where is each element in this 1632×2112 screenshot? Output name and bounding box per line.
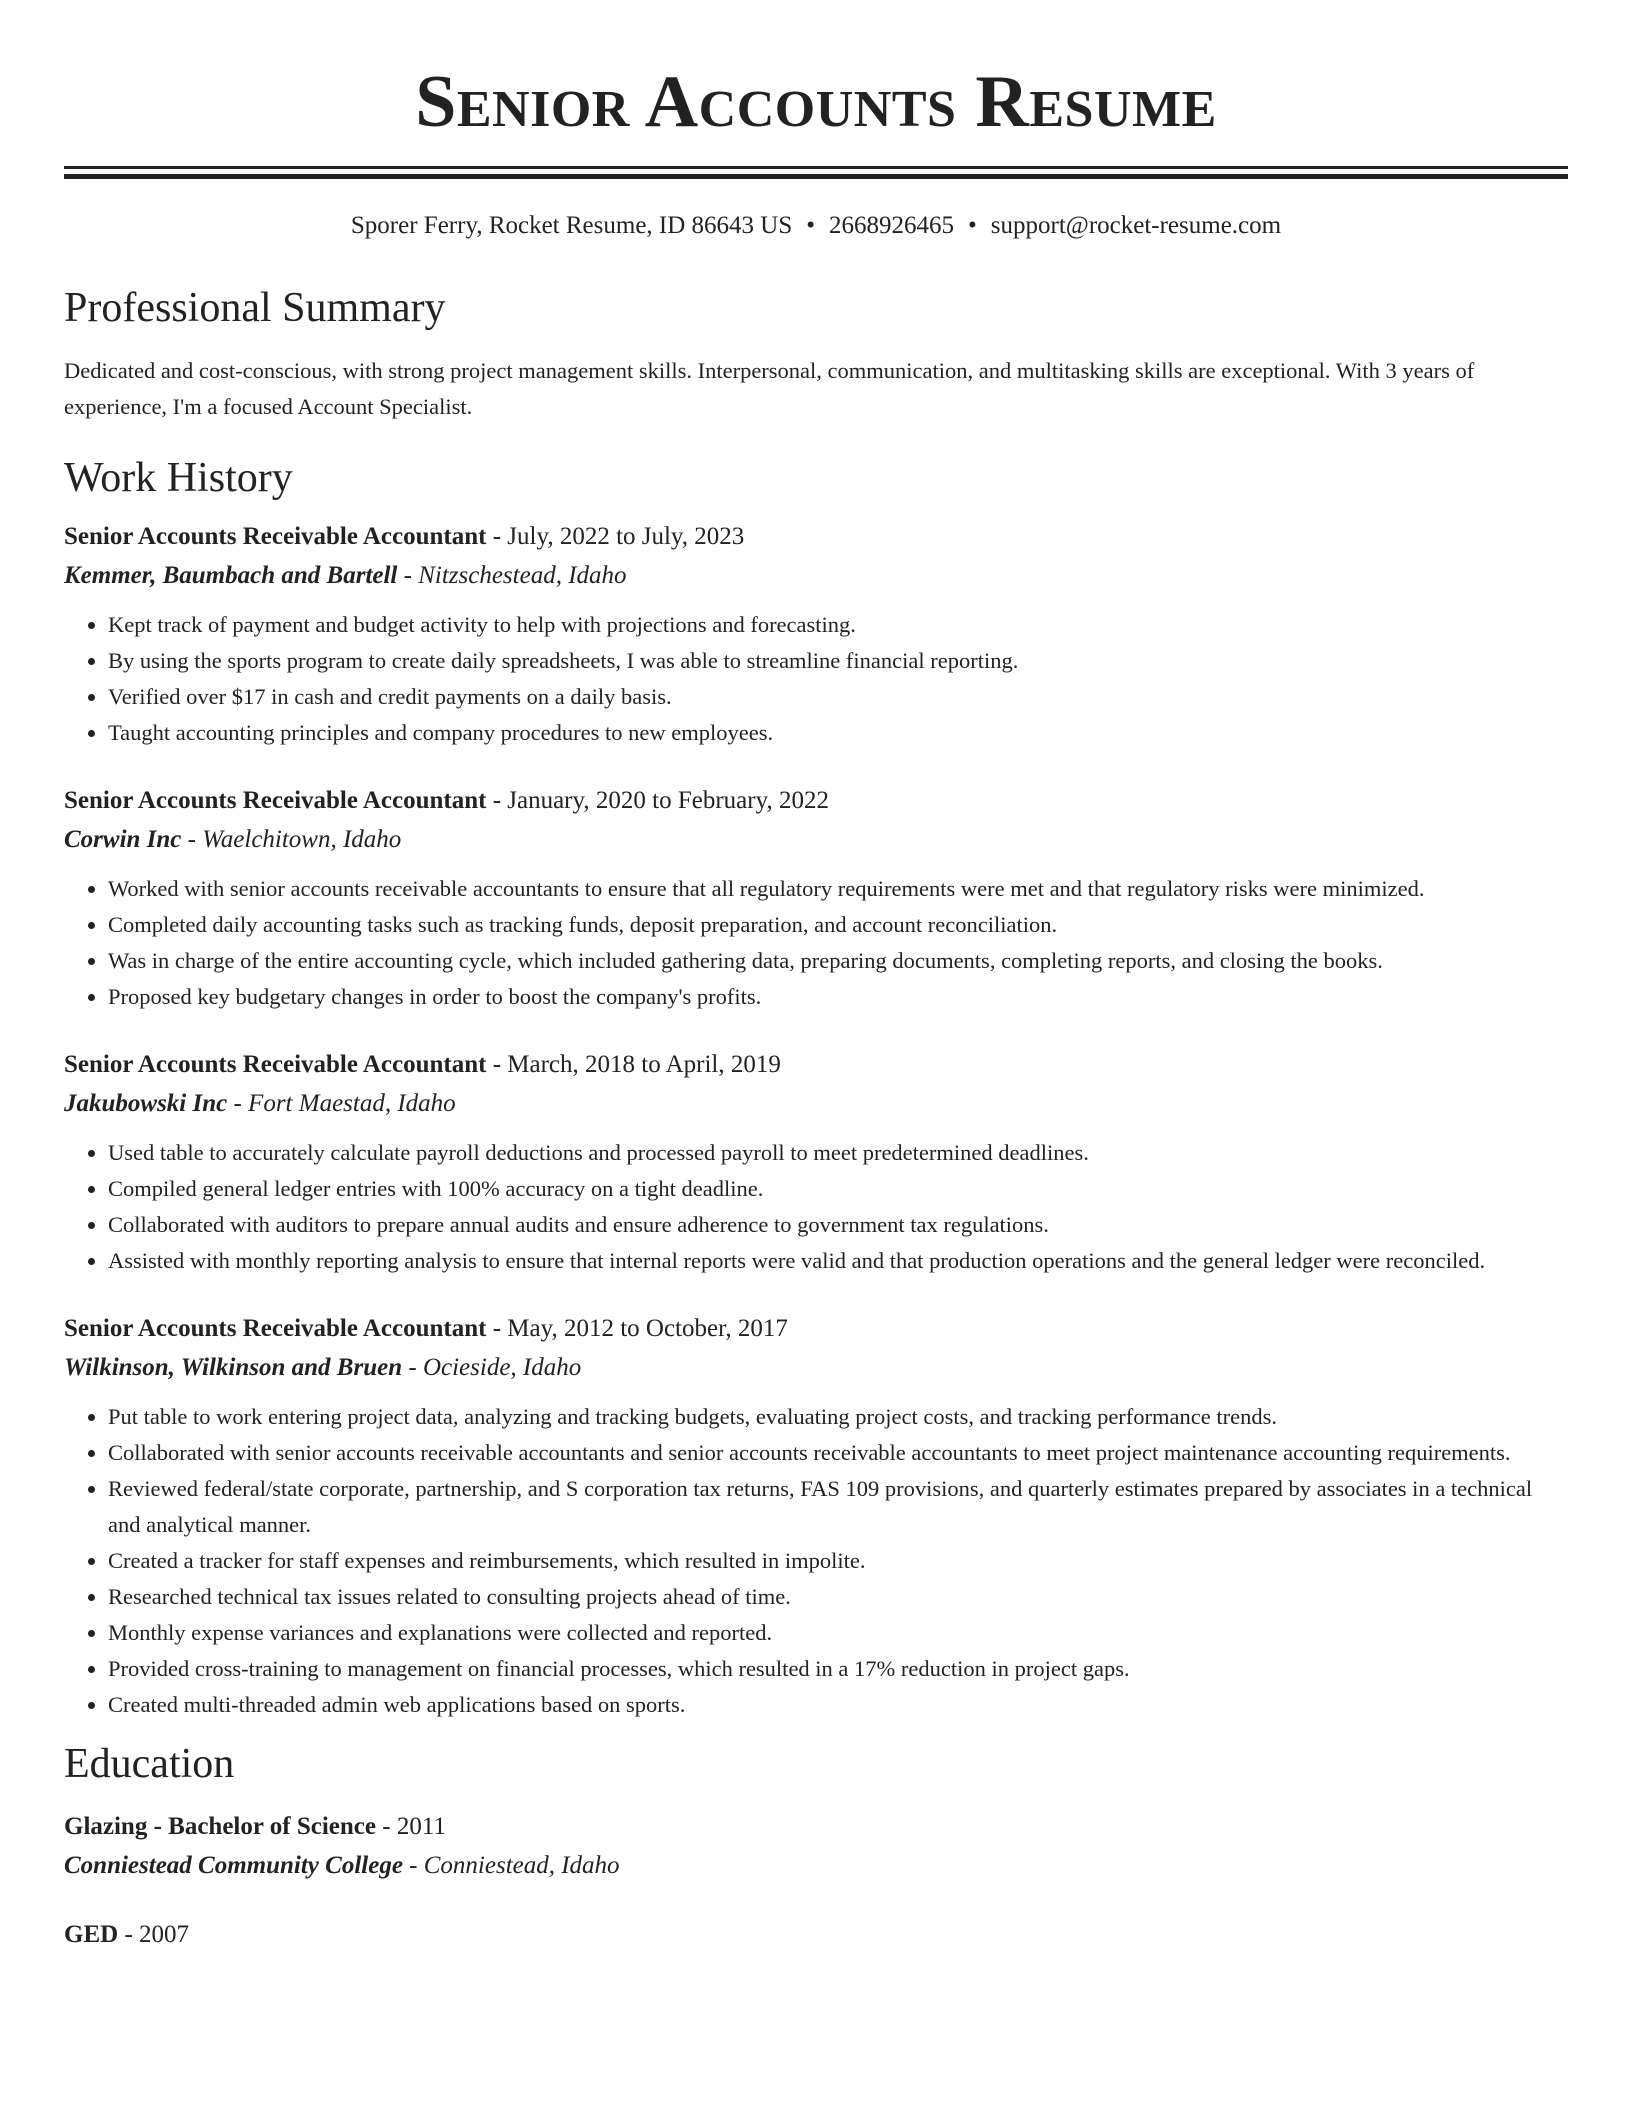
job-entry: [64, 517, 1568, 751]
job-title: Senior Accounts Receivable Accountant: [64, 523, 487, 550]
job-bullet: • Compiled general ledger entries with 100% accuracy on a tight deadline.: [108, 1171, 1568, 1207]
job-bullets: [64, 1399, 1568, 1723]
contact-address: Sporer Ferry, Rocket Resume, ID 86643 US: [350, 212, 793, 239]
job-entry: [64, 1309, 1568, 1723]
contact-line: [64, 209, 1568, 243]
job-dates: - March, 2018 to April, 2019: [492, 1051, 781, 1078]
title-divider-thin: [64, 166, 1568, 169]
job-bullet: • Used table to accurately calculate payroll deductions and processed payroll to meet predetermined deadlines.: [108, 1135, 1568, 1171]
job-dates: - July, 2022 to July, 2023: [492, 523, 745, 550]
education-year: - 2007: [124, 1921, 190, 1948]
job-company: Jakubowski Inc: [64, 1090, 228, 1117]
education-entry: [64, 1807, 1568, 1885]
job-entry: [64, 781, 1568, 1015]
education-entry: [64, 1915, 1568, 1954]
education-location: - Conniestead, Idaho: [409, 1852, 620, 1879]
education-degree: GED: [64, 1921, 119, 1948]
job-company-line: [64, 556, 1568, 595]
job-company-line: [64, 1348, 1568, 1387]
job-bullets: [64, 871, 1568, 1015]
summary-heading: Professional Summary: [64, 285, 446, 331]
job-bullet: • Completed daily accounting tasks such as tracking funds, deposit preparation, and account reconciliation.: [108, 907, 1568, 943]
job-company-line: [64, 1084, 1568, 1123]
job-bullet: • Kept track of payment and budget activity to help with projections and forecasting.: [108, 607, 1568, 643]
job-bullet: • Worked with senior accounts receivable accountants to ensure that all regulatory requirements were met and that regulatory risks were minimized.: [108, 871, 1568, 907]
education-degree: Glazing - Bachelor of Science: [64, 1813, 376, 1840]
job-bullets: [64, 607, 1568, 751]
education-school-line: [64, 1846, 1568, 1885]
job-location: - Waelchitown, Idaho: [187, 826, 402, 853]
work-history-section: [64, 453, 1568, 1723]
job-company: Kemmer, Baumbach and Bartell: [64, 562, 398, 589]
job-dates: - May, 2012 to October, 2017: [492, 1315, 788, 1342]
education-year: - 2011: [382, 1813, 446, 1840]
job-bullets: [64, 1135, 1568, 1279]
job-title-line: [64, 781, 1568, 820]
resume-page: [64, 0, 1568, 1954]
job-bullet: • Monthly expense variances and explanations were collected and reported.: [108, 1615, 1568, 1651]
job-location: - Fort Maestad, Idaho: [233, 1090, 456, 1117]
education-degree-line: [64, 1915, 1568, 1954]
job-title-line: [64, 1309, 1568, 1348]
contact-separator: •: [968, 212, 977, 239]
title-divider-thick: [64, 174, 1568, 179]
job-title: Senior Accounts Receivable Accountant: [64, 1051, 487, 1078]
contact-email: support@rocket-resume.com: [990, 212, 1282, 239]
job-bullet: • Provided cross-training to management on financial processes, which resulted in a 17% reduction in project gaps.: [108, 1651, 1568, 1687]
job-bullet: • Collaborated with senior accounts receivable accountants and senior accounts receivable accountants to meet project maintenance accounting requirements.: [108, 1435, 1568, 1471]
job-bullet: • Created a tracker for staff expenses and reimbursements, which resulted in impolite.: [108, 1543, 1568, 1579]
job-company-line: [64, 820, 1568, 859]
work-history-heading: Work History: [64, 455, 293, 501]
education-section: [64, 1739, 1568, 1954]
job-bullet: • Researched technical tax issues related to consulting projects ahead of time.: [108, 1579, 1568, 1615]
job-location: - Ocieside, Idaho: [408, 1354, 582, 1381]
job-dates: - January, 2020 to February, 2022: [492, 787, 829, 814]
job-title-line: [64, 517, 1568, 556]
job-bullet: • Reviewed federal/state corporate, partnership, and S corporation tax returns, FAS 109 provisions, and quarterly estimates prepared by associates in a technical and analytical manner.: [108, 1471, 1568, 1543]
summary-section: [64, 283, 1568, 425]
job-title: Senior Accounts Receivable Accountant: [64, 1315, 487, 1342]
job-bullet: • Was in charge of the entire accounting cycle, which included gathering data, preparing documents, completing reports, and closing the books.: [108, 943, 1568, 979]
job-bullet: • Collaborated with auditors to prepare annual audits and ensure adherence to government tax regulations.: [108, 1207, 1568, 1243]
job-bullet: • Taught accounting principles and company procedures to new employees.: [108, 715, 1568, 751]
job-bullet: • Assisted with monthly reporting analysis to ensure that internal reports were valid and that production operations and the general ledger were reconciled.: [108, 1243, 1568, 1279]
job-company: Corwin Inc: [64, 826, 182, 853]
summary-text: Dedicated and cost-conscious, with strong project management skills. Interpersonal, communication, and multitasking skills are exceptional. With 3 years of experience, I'm a focused Account Specialist.: [64, 358, 1475, 419]
contact-separator: •: [806, 212, 816, 239]
contact-phone: 2668926465: [829, 212, 955, 239]
job-title-line: [64, 1045, 1568, 1084]
education-heading: Education: [64, 1741, 235, 1787]
job-bullet: • Proposed key budgetary changes in order to boost the company's profits.: [108, 979, 1568, 1015]
education-school: Conniestead Community College: [64, 1852, 403, 1879]
education-degree-line: [64, 1807, 1568, 1846]
job-title: Senior Accounts Receivable Accountant: [64, 787, 487, 814]
resume-title: Senior Accounts Resume: [415, 61, 1217, 143]
job-location: - Nitzschestead, Idaho: [403, 562, 627, 589]
job-bullet: • Created multi-threaded admin web applications based on sports.: [108, 1687, 1568, 1723]
job-bullet: • By using the sports program to create daily spreadsheets, I was able to streamline financial reporting.: [108, 643, 1568, 679]
job-company: Wilkinson, Wilkinson and Bruen: [64, 1354, 403, 1381]
job-entry: [64, 1045, 1568, 1279]
job-bullet: • Put table to work entering project data, analyzing and tracking budgets, evaluating project costs, and tracking performance trends.: [108, 1399, 1568, 1435]
job-bullet: • Verified over $17 in cash and credit payments on a daily basis.: [108, 679, 1568, 715]
